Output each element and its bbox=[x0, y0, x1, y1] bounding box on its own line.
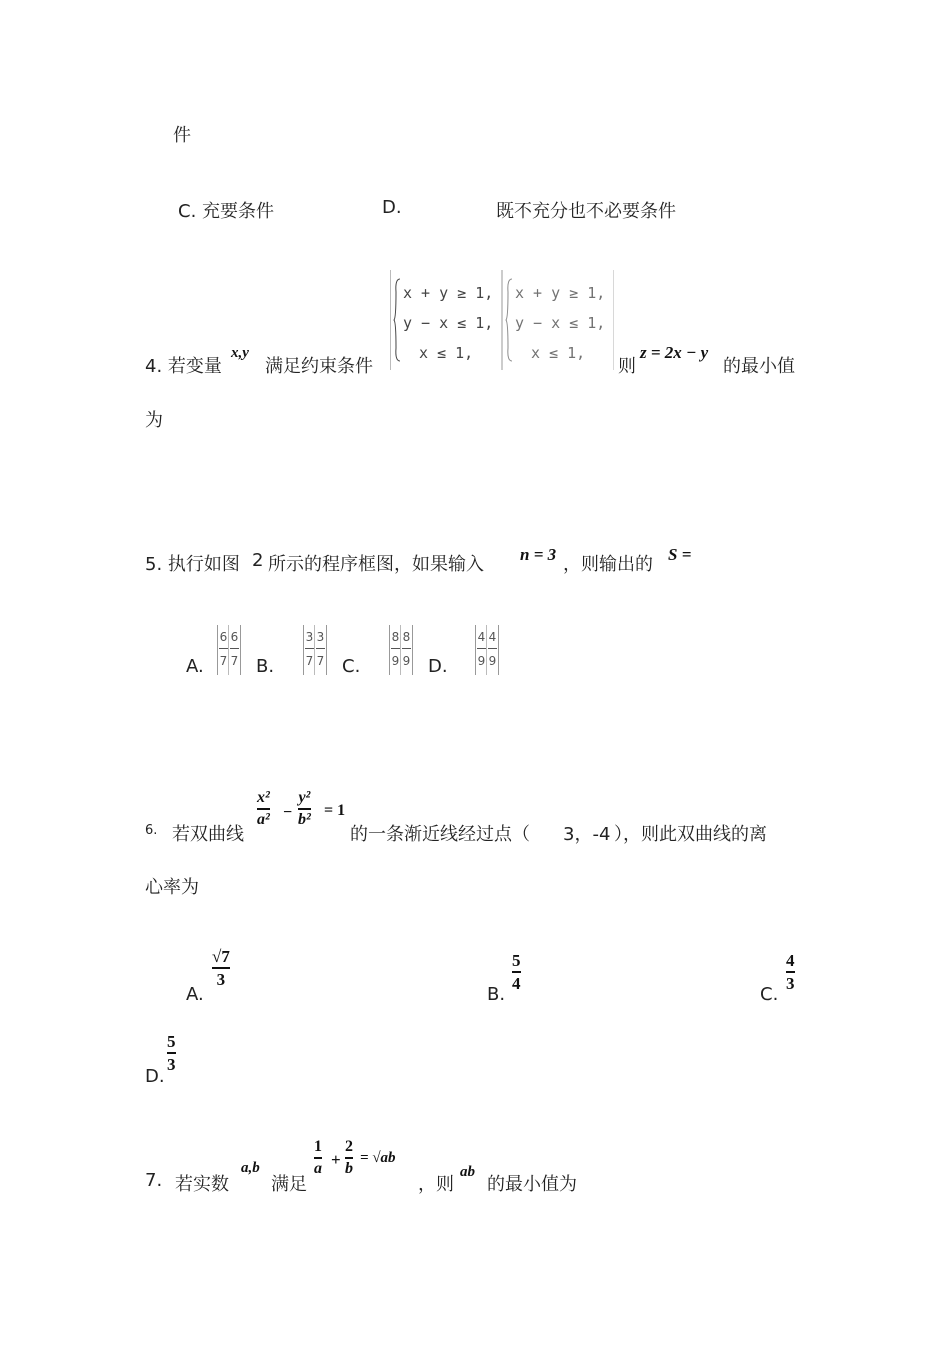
q5-option-b-fraction: 3 7 3 7 bbox=[303, 625, 327, 675]
q4-objective: z = 2x − y bbox=[640, 343, 709, 362]
q5-prefix: 5. 执行如图 bbox=[145, 554, 240, 575]
q6-prefix: 若双曲线 bbox=[172, 824, 244, 845]
q3-option-d-text: 既不充分也不必要条件 bbox=[496, 201, 676, 222]
q5-figure-number: 2 bbox=[252, 550, 264, 571]
q4-constraint-system-duplicate bbox=[502, 270, 614, 370]
q4-constraint-line-2: y − x ≤ 1, bbox=[515, 314, 606, 332]
brace-icon bbox=[505, 278, 513, 362]
q6-point: 3，-4 bbox=[563, 824, 611, 845]
q6-option-d-label: D. bbox=[145, 1066, 165, 1087]
q5-input: n = 3 bbox=[520, 545, 557, 564]
q7-prefix: 若实数 bbox=[175, 1174, 229, 1195]
q7-eq-2-over-b: 2 b bbox=[345, 1138, 353, 1177]
q6-option-b-label: B. bbox=[487, 984, 506, 1005]
q4-constraint-line-3: x ≤ 1, bbox=[419, 344, 474, 362]
brace-icon bbox=[393, 278, 401, 362]
q6-option-c-fraction: 4 3 bbox=[786, 951, 795, 993]
q6-eq-y-over-b: y² b² bbox=[298, 789, 311, 828]
q3-wrap-text: 件 bbox=[173, 125, 191, 146]
q4-mid: 满足约束条件 bbox=[265, 356, 373, 377]
q6-option-a-label: A. bbox=[186, 984, 204, 1005]
q6-eq-x-over-a: x² a² bbox=[257, 789, 270, 828]
q4-prefix: 4. 若变量 bbox=[145, 356, 222, 377]
q5-option-a-fraction: 6 7 6 7 bbox=[217, 625, 241, 675]
q3-option-d-label: D. bbox=[382, 197, 402, 218]
q4-constraint-line-1: x + y ≥ 1, bbox=[515, 284, 606, 302]
q7-then: ，则 bbox=[418, 1174, 454, 1195]
q6-option-a-fraction: √7 3 bbox=[212, 947, 230, 989]
q5-option-b-label: B. bbox=[256, 656, 275, 677]
q6-number: 6. bbox=[145, 823, 158, 838]
q7-eq-plus: + bbox=[331, 1150, 341, 1169]
q5-suffix: ，则输出的 bbox=[563, 554, 653, 575]
q7-number: 7. bbox=[145, 1170, 163, 1191]
q5-mid: 所示的程序框图，如果输入 bbox=[268, 554, 484, 575]
q6-mid: 的一条渐近线经过点（ bbox=[350, 824, 530, 845]
q5-option-c-label: C. bbox=[342, 656, 361, 677]
q4-constraint-line-2: y − x ≤ 1, bbox=[403, 314, 494, 332]
q7-eq-1-over-a: 1 a bbox=[314, 1138, 322, 1177]
q7-mid: 满足 bbox=[271, 1174, 307, 1195]
q6-suffix: ），则此双曲线的离 bbox=[614, 824, 767, 845]
q7-vars: a,b bbox=[241, 1160, 260, 1176]
q5-output: S = bbox=[668, 545, 692, 564]
q7-target: ab bbox=[460, 1164, 475, 1180]
q5-option-c-fraction: 8 9 8 9 bbox=[389, 625, 413, 675]
q5-option-d-label: D. bbox=[428, 656, 448, 677]
q5-option-d-fraction: 4 9 4 9 bbox=[475, 625, 499, 675]
q4-then: 则 bbox=[618, 356, 636, 377]
q6-option-d-fraction: 5 3 bbox=[167, 1032, 176, 1074]
q4-wrap: 为 bbox=[145, 410, 163, 431]
q6-eq-minus: − bbox=[283, 804, 293, 821]
q6-option-c-label: C. bbox=[760, 984, 779, 1005]
q4-constraint-line-1: x + y ≥ 1, bbox=[403, 284, 494, 302]
q7-suffix: 的最小值为 bbox=[487, 1174, 577, 1195]
q6-eq-rhs: = 1 bbox=[324, 802, 346, 819]
q4-constraint-system bbox=[390, 270, 502, 370]
q6-wrap: 心率为 bbox=[145, 877, 199, 898]
q5-option-a-label: A. bbox=[186, 656, 204, 677]
q4-suffix: 的最小值 bbox=[723, 356, 795, 377]
q6-option-b-fraction: 5 4 bbox=[512, 951, 521, 993]
q7-eq-rhs: = √ab bbox=[360, 1150, 396, 1166]
q3-option-c: C. 充要条件 bbox=[178, 201, 275, 222]
q4-vars: x,y bbox=[231, 345, 249, 361]
q4-constraint-line-3: x ≤ 1, bbox=[531, 344, 586, 362]
